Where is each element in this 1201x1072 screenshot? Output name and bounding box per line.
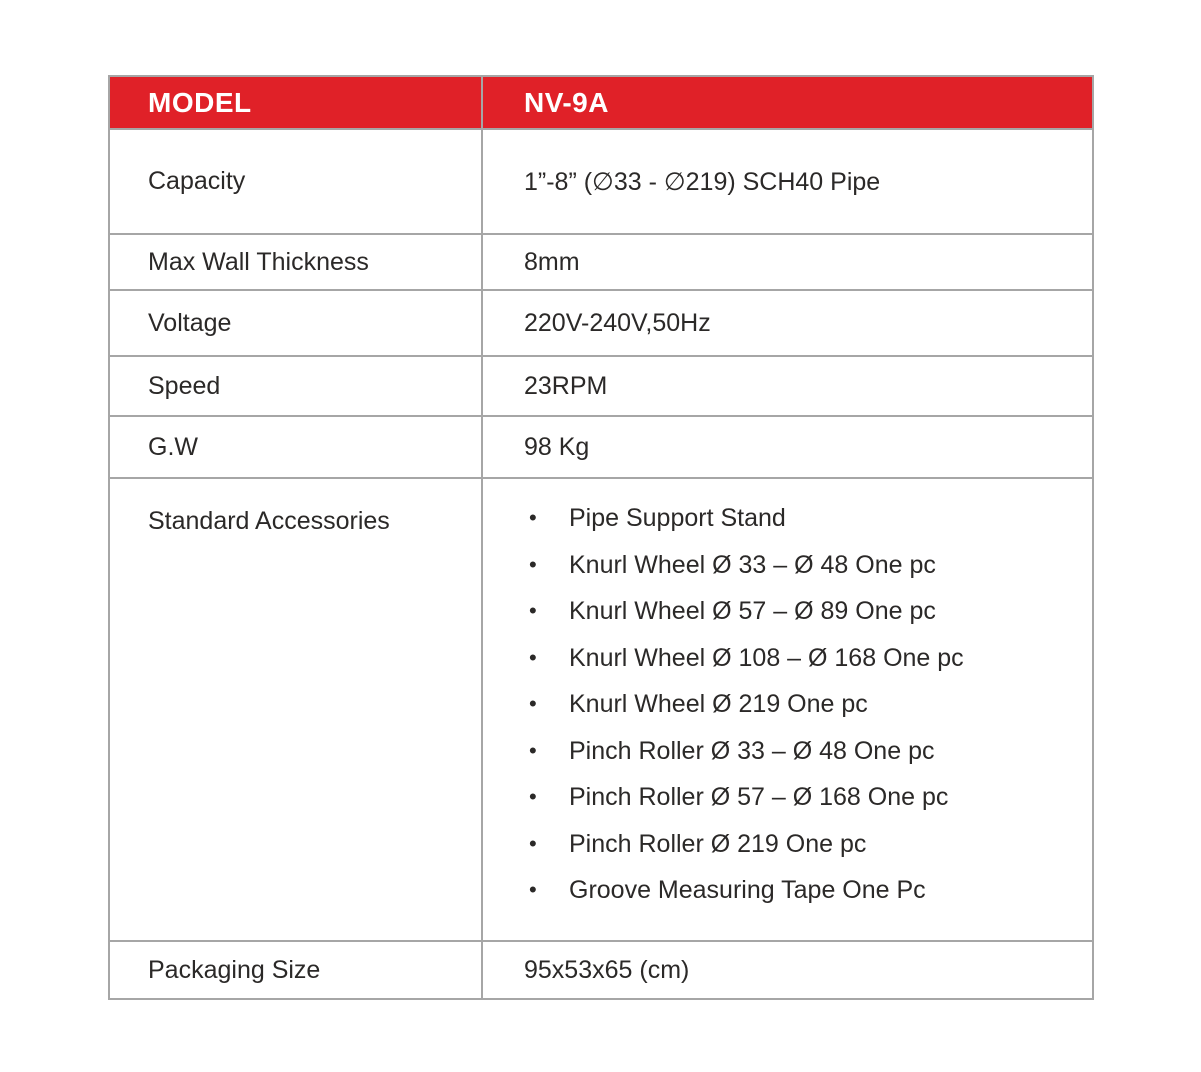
gross-weight-value: 98 Kg <box>482 416 1093 478</box>
accessory-item: • Knurl Wheel Ø 219 One pc <box>483 681 1092 728</box>
accessory-item: • Knurl Wheel Ø 108 – Ø 168 One pc <box>483 635 1092 682</box>
standard-accessories-label: Standard Accessories <box>109 478 482 941</box>
spec-row-capacity <box>109 129 1093 234</box>
speed-value: 23RPM <box>482 356 1093 416</box>
accessory-item: • Pipe Support Stand <box>483 495 1092 542</box>
gross-weight-label: G.W <box>109 416 482 478</box>
spec-row-max-wall-thickness <box>109 234 1093 290</box>
accessory-item: • Knurl Wheel Ø 57 – Ø 89 One pc <box>483 588 1092 635</box>
packaging-size-value: 95x53x65 (cm) <box>482 941 1093 999</box>
spec-table <box>108 75 1094 1000</box>
max-wall-thickness-label: Max Wall Thickness <box>109 234 482 290</box>
accessory-item: • Pinch Roller Ø 219 One pc <box>483 821 1092 868</box>
voltage-value: 220V-240V,50Hz <box>482 290 1093 356</box>
accessory-item: • Pinch Roller Ø 33 – Ø 48 One pc <box>483 728 1092 775</box>
accessories-list <box>483 495 1092 914</box>
accessory-item: • Pinch Roller Ø 57 – Ø 168 One pc <box>483 774 1092 821</box>
spec-row-standard-accessories <box>109 478 1093 941</box>
header-model-value: NV-9A <box>482 76 1093 129</box>
spec-row-voltage <box>109 290 1093 356</box>
packaging-size-label: Packaging Size <box>109 941 482 999</box>
capacity-label: Capacity <box>109 129 482 234</box>
accessory-item: • Groove Measuring Tape One Pc <box>483 867 1092 914</box>
table-header-row <box>109 76 1093 129</box>
capacity-value: 1”-8” (∅33 - ∅219) SCH40 Pipe <box>482 129 1093 234</box>
speed-label: Speed <box>109 356 482 416</box>
voltage-label: Voltage <box>109 290 482 356</box>
accessory-item: • Knurl Wheel Ø 33 – Ø 48 One pc <box>483 542 1092 589</box>
spec-row-gross-weight <box>109 416 1093 478</box>
spec-row-speed <box>109 356 1093 416</box>
header-model-label: MODEL <box>109 76 482 129</box>
spec-row-packaging-size <box>109 941 1093 999</box>
standard-accessories-value <box>482 478 1093 941</box>
max-wall-thickness-value: 8mm <box>482 234 1093 290</box>
